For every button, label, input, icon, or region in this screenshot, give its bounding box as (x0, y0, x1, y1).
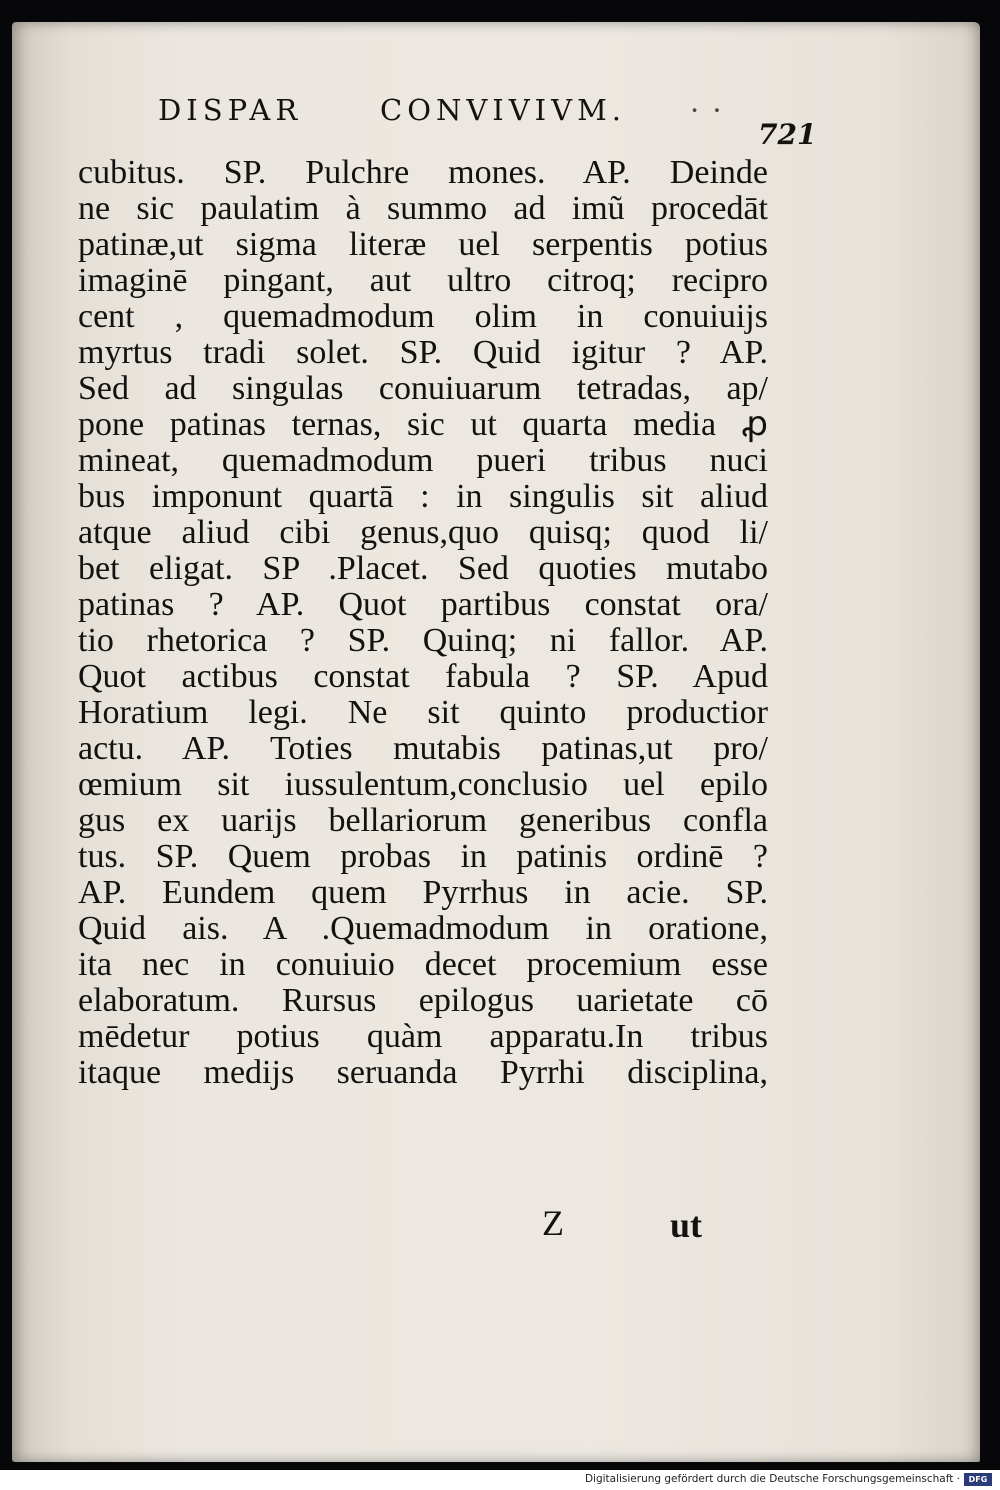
text-line: actu. AP. Toties mutabis patinas,ut pro/ (78, 730, 768, 767)
text-line: Quot actibus constat fabula ? SP. Apud (78, 658, 768, 695)
text-line: mēdetur potius quàm apparatu.In tribus (78, 1018, 768, 1055)
text-line: AP. Eundem quem Pyrrhus in acie. SP. (78, 874, 768, 911)
text-line: tio rhetorica ? SP. Quinq; ni fallor. AP. (78, 622, 768, 659)
text-line: patinæ,ut sigma literæ uel serpentis potius (78, 226, 768, 263)
text-line: œmium sit iussulentum,conclusio uel epilo (78, 766, 768, 803)
text-line: cent , quemadmodum olim in conuiuijs (78, 298, 768, 335)
dfg-logo: DFG (964, 1473, 992, 1486)
page-number: 721 (758, 118, 817, 151)
text-line: myrtus tradi solet. SP. Quid igitur ? AP. (78, 334, 768, 371)
footer-bar (0, 1470, 1000, 1490)
text-line: imaginē pingant, aut ultro citroq; recipro (78, 262, 768, 299)
text-line: tus. SP. Quem probas in patinis ordinē ? (78, 838, 768, 875)
running-head-left: DISPAR (158, 93, 303, 127)
text-line: Quid ais. A .Quemadmodum in oratione, (78, 910, 768, 947)
text-line: Sed ad singulas conuiuarum tetradas, ap/ (78, 370, 768, 407)
running-head (158, 93, 758, 143)
signature-mark: Z (542, 1203, 564, 1243)
text-line: elaboratum. Rursus epilogus uarietate cō (78, 982, 768, 1019)
catchword-line (542, 1202, 712, 1250)
text-line: bus imponunt quartā : in singulis sit aliud (78, 478, 768, 515)
catchword: ut (670, 1205, 703, 1245)
running-head-dots: · · (690, 93, 724, 127)
text-line: ita nec in conuiuio decet procemium esse (78, 946, 768, 983)
text-line: mineat, quemadmodum pueri tribus nuci (78, 442, 768, 479)
text-line: gus ex uarijs bellariorum generibus confla (78, 802, 768, 839)
text-line: itaque medijs seruanda Pyrrhi disciplina, (78, 1054, 768, 1091)
text-line: Horatium legi. Ne sit quinto productior (78, 694, 768, 731)
running-head-title: CONVIVIVM. (380, 93, 626, 127)
text-line: pone patinas ternas, sic ut quarta media ꝓ (78, 406, 768, 443)
page-edge-shadow (962, 22, 980, 1462)
text-line: atque aliud cibi genus,quo quisq; quod li/ (78, 514, 768, 551)
text-line: bet eligat. SP .Placet. Sed quoties mutabo (78, 550, 768, 587)
body-text (78, 155, 768, 1091)
text-line: ne sic paulatim à summo ad imũ procedāt (78, 190, 768, 227)
digitization-credit: Digitalisierung gefördert durch die Deutsche Forschungsgemeinschaft · (584, 1473, 960, 1485)
text-line: cubitus. SP. Pulchre mones. AP. Deinde (78, 154, 768, 191)
text-line: patinas ? AP. Quot partibus constat ora/ (78, 586, 768, 623)
